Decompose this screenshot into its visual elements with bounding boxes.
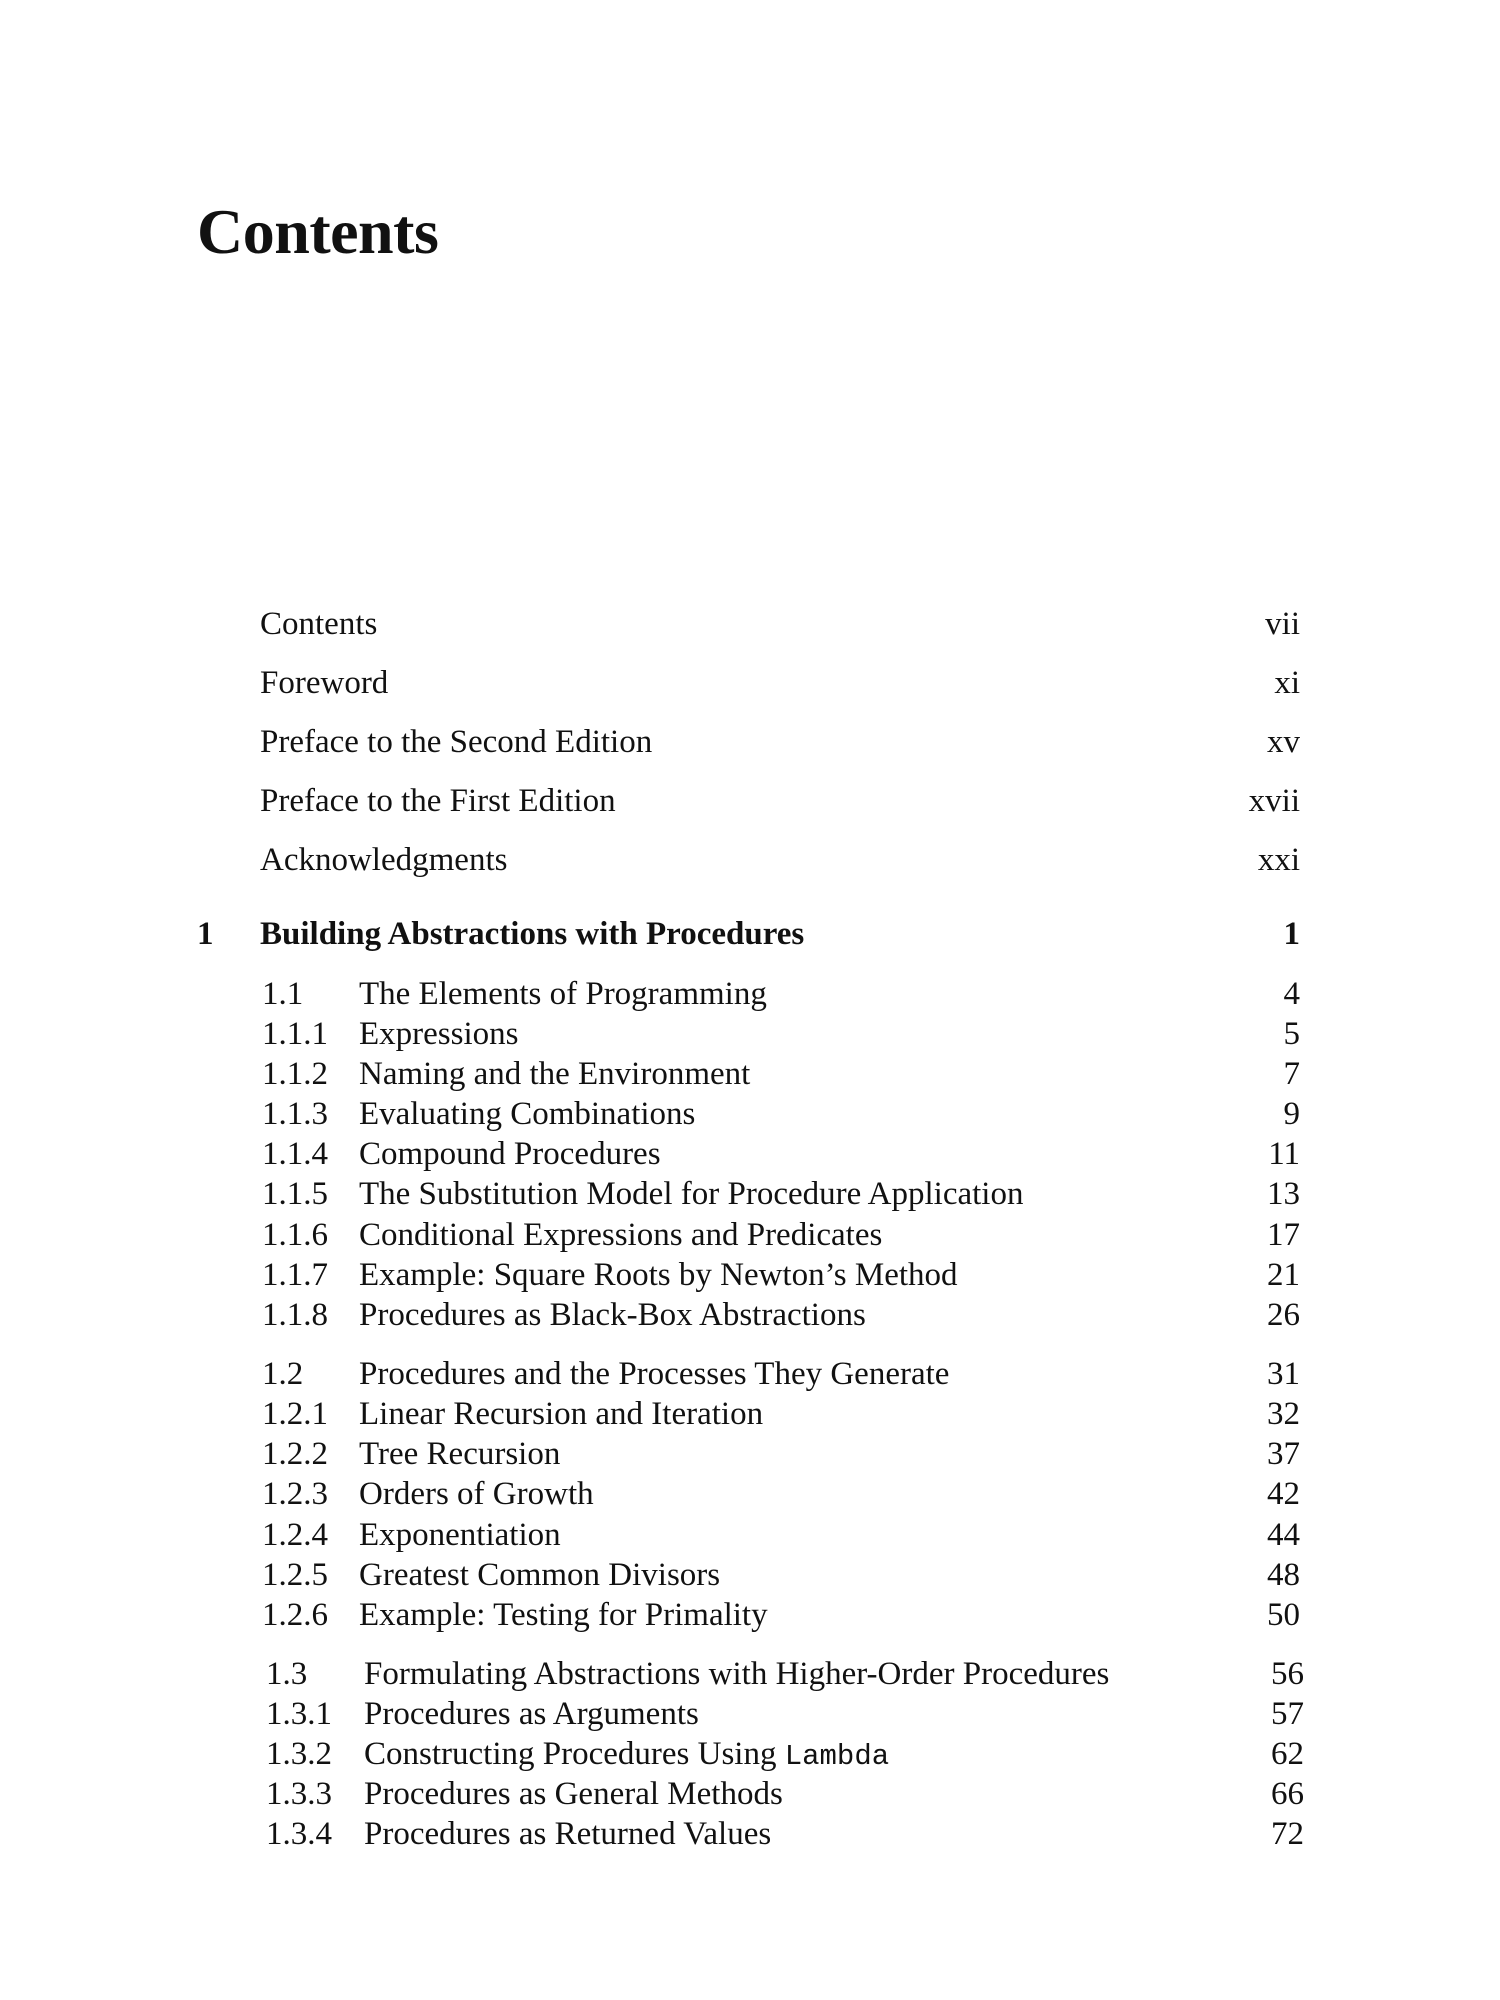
toc-entry-page: xv: [1267, 724, 1300, 760]
toc-section-1-1-5[interactable]: [0, 1174, 1500, 1214]
section-number: 1.2.6: [262, 1597, 328, 1633]
chapter-page: 1: [1283, 916, 1300, 952]
section-title: Procedures and the Processes They Generate: [359, 1356, 950, 1392]
toc-entry-title: Acknowledgments: [260, 842, 508, 878]
section-title: Example: Testing for Primality: [359, 1597, 768, 1633]
toc-entry-title: Contents: [260, 606, 378, 642]
section-number: 1.1: [262, 976, 304, 1012]
section-number: 1.3.2: [266, 1736, 332, 1772]
section-page: 42: [1267, 1476, 1300, 1512]
toc-section-1-2-5[interactable]: [0, 1555, 1500, 1595]
toc-section-1-2-6[interactable]: [0, 1595, 1500, 1635]
toc-entry-title: Preface to the First Edition: [260, 783, 616, 819]
section-number: 1.2.2: [262, 1436, 328, 1472]
section-title: The Substitution Model for Procedure Application: [359, 1176, 1024, 1212]
section-title: [364, 1734, 889, 1777]
toc-section-1-2-1[interactable]: [0, 1394, 1500, 1434]
section-page: 32: [1267, 1396, 1300, 1432]
section-title: Tree Recursion: [359, 1436, 561, 1472]
section-page: 62: [1271, 1736, 1304, 1772]
toc-section-1-1-7[interactable]: [0, 1255, 1500, 1295]
section-number: 1.3.3: [266, 1776, 332, 1812]
section-title: Orders of Growth: [359, 1476, 594, 1512]
section-title: Procedures as Returned Values: [364, 1816, 772, 1852]
toc-section-1-1-2[interactable]: [0, 1054, 1500, 1094]
section-number: 1.2.1: [262, 1396, 328, 1432]
section-title-text: Constructing Procedures Using: [364, 1736, 777, 1772]
section-title: Exponentiation: [359, 1517, 561, 1553]
toc-entry-page: xxi: [1257, 842, 1300, 878]
section-title: The Elements of Programming: [359, 976, 767, 1012]
section-page: 21: [1267, 1257, 1300, 1293]
section-number: 1.3: [266, 1656, 308, 1692]
section-page: 37: [1267, 1436, 1300, 1472]
toc-entry-page: xi: [1274, 665, 1300, 701]
section-page: 5: [1283, 1016, 1300, 1052]
toc-section-1-2-4[interactable]: [0, 1515, 1500, 1555]
section-number: 1.2: [262, 1356, 304, 1392]
section-number: 1.1.4: [262, 1136, 328, 1172]
section-number: 1.1.3: [262, 1096, 328, 1132]
section-title: Greatest Common Divisors: [359, 1557, 721, 1593]
toc-section-1-3-4[interactable]: [0, 1814, 1500, 1854]
toc-entry-contents[interactable]: [0, 604, 1500, 644]
toc-entry-page: vii: [1265, 606, 1300, 642]
toc-chapter-1[interactable]: [0, 914, 1500, 954]
section-title: Conditional Expressions and Predicates: [359, 1217, 883, 1253]
section-number: 1.2.4: [262, 1517, 328, 1553]
section-page: 56: [1271, 1656, 1304, 1692]
section-number: 1.1.8: [262, 1297, 328, 1333]
section-page: 26: [1267, 1297, 1300, 1333]
page-title: Contents: [197, 196, 439, 267]
section-page: 44: [1267, 1517, 1300, 1553]
toc-section-1-1-6[interactable]: [0, 1215, 1500, 1255]
section-number: 1.3.1: [266, 1696, 332, 1732]
toc-section-1-2[interactable]: [0, 1354, 1500, 1394]
section-page: 17: [1267, 1217, 1300, 1253]
section-page: 11: [1268, 1136, 1300, 1172]
chapter-title: Building Abstractions with Procedures: [260, 916, 805, 952]
section-page: 7: [1283, 1056, 1300, 1092]
toc-entry-preface-second[interactable]: [0, 722, 1500, 762]
toc-section-1-3[interactable]: [0, 1654, 1500, 1694]
section-title-code: Lambda: [784, 1740, 890, 1773]
toc-entry-title: Preface to the Second Edition: [260, 724, 653, 760]
section-page: 72: [1271, 1816, 1304, 1852]
section-page: 57: [1271, 1696, 1304, 1732]
section-number: 1.3.4: [266, 1816, 332, 1852]
toc-entry-foreword[interactable]: [0, 663, 1500, 703]
toc-section-1-2-3[interactable]: [0, 1474, 1500, 1514]
toc-section-1-1-8[interactable]: [0, 1295, 1500, 1335]
toc-entry-title: Foreword: [260, 665, 389, 701]
section-title: Evaluating Combinations: [359, 1096, 696, 1132]
toc-section-1-3-1[interactable]: [0, 1694, 1500, 1734]
section-page: 9: [1283, 1096, 1300, 1132]
section-number: 1.1.1: [262, 1016, 328, 1052]
section-page: 66: [1271, 1776, 1304, 1812]
section-title: Example: Square Roots by Newton’s Method: [359, 1257, 958, 1293]
section-title: Formulating Abstractions with Higher-Order Procedures: [364, 1656, 1110, 1692]
toc-section-1-1-4[interactable]: [0, 1134, 1500, 1174]
section-number: 1.2.5: [262, 1557, 328, 1593]
section-page: 13: [1267, 1176, 1300, 1212]
toc-section-1-2-2[interactable]: [0, 1434, 1500, 1474]
section-number: 1.1.7: [262, 1257, 328, 1293]
section-page: 4: [1283, 976, 1300, 1012]
toc-section-1-1-1[interactable]: [0, 1014, 1500, 1054]
section-title: Expressions: [359, 1016, 519, 1052]
section-title: Naming and the Environment: [359, 1056, 751, 1092]
section-title: Procedures as Black-Box Abstractions: [359, 1297, 866, 1333]
section-number: 1.1.6: [262, 1217, 328, 1253]
section-title: Procedures as Arguments: [364, 1696, 699, 1732]
section-title: Procedures as General Methods: [364, 1776, 783, 1812]
toc-section-1-3-3[interactable]: [0, 1774, 1500, 1814]
toc-entry-acknowledgments[interactable]: [0, 840, 1500, 880]
section-page: 48: [1267, 1557, 1300, 1593]
section-number: 1.1.2: [262, 1056, 328, 1092]
section-number: 1.1.5: [262, 1176, 328, 1212]
toc-entry-page: xvii: [1248, 783, 1300, 819]
toc-section-1-3-2[interactable]: [0, 1734, 1500, 1774]
toc-entry-preface-first[interactable]: [0, 781, 1500, 821]
section-number: 1.2.3: [262, 1476, 328, 1512]
chapter-number: 1: [197, 916, 214, 952]
section-page: 31: [1267, 1356, 1300, 1392]
toc-section-1-1-3[interactable]: [0, 1094, 1500, 1134]
section-page: 50: [1267, 1597, 1300, 1633]
section-title: Linear Recursion and Iteration: [359, 1396, 764, 1432]
section-title: Compound Procedures: [359, 1136, 661, 1172]
toc-section-1-1[interactable]: [0, 974, 1500, 1014]
